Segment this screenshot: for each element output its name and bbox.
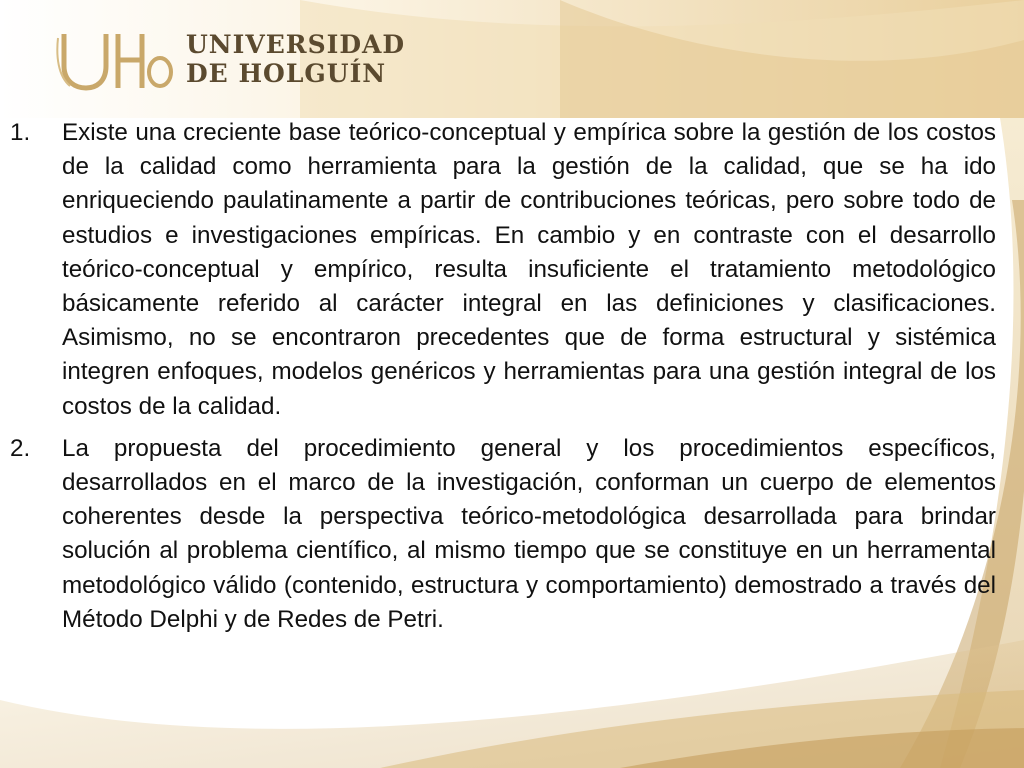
logo-line-2: DE HOLGUÍN	[186, 59, 387, 88]
conclusions-list	[10, 116, 996, 645]
list-item	[10, 116, 996, 424]
logo-wordmark	[186, 32, 405, 86]
list-item-number: 2.	[10, 434, 31, 462]
list-item	[10, 432, 996, 637]
list-item-text: La propuesta del procedimiento general y los procedimientos específicos, desarrollados en el marco de la investigación, conforman un cuerpo de elementos coherentes desde la perspectiva teórico-metodológica desarrollada para brindar solución al problema científico, al mismo tiempo que se constituye en un herramental metodológico válido (contenido, estructura y comportamiento) demostrado a través del Método Delphi y de Redes de Petri.	[62, 434, 996, 633]
list-item-text: Existe una creciente base teórico-conceptual y empírica sobre la gestión de los costos de la calidad como herramienta para la gestión de la calidad, que se ha ido enriqueciendo paulatinamente a partir de contribuciones teóricas, pero sobre todo de estudios e investigaciones empíricas. En cambio y en contraste con el desarrollo teórico-conceptual y empírico, resulta insuficiente el tratamiento metodológico básicamente referido al carácter integral en las definiciones y clasificaciones. Asimismo, no se encontraron precedentes que de forma estructural y sistémica integren enfoques, modelos genéricos y herramientas para una gestión integral de los costos de la calidad.	[62, 119, 996, 420]
uho-monogram-icon	[56, 26, 176, 92]
logo-line-1: UNIVERSIDAD	[186, 30, 406, 59]
list-item-number: 1.	[10, 119, 31, 146]
university-logo	[56, 26, 406, 92]
